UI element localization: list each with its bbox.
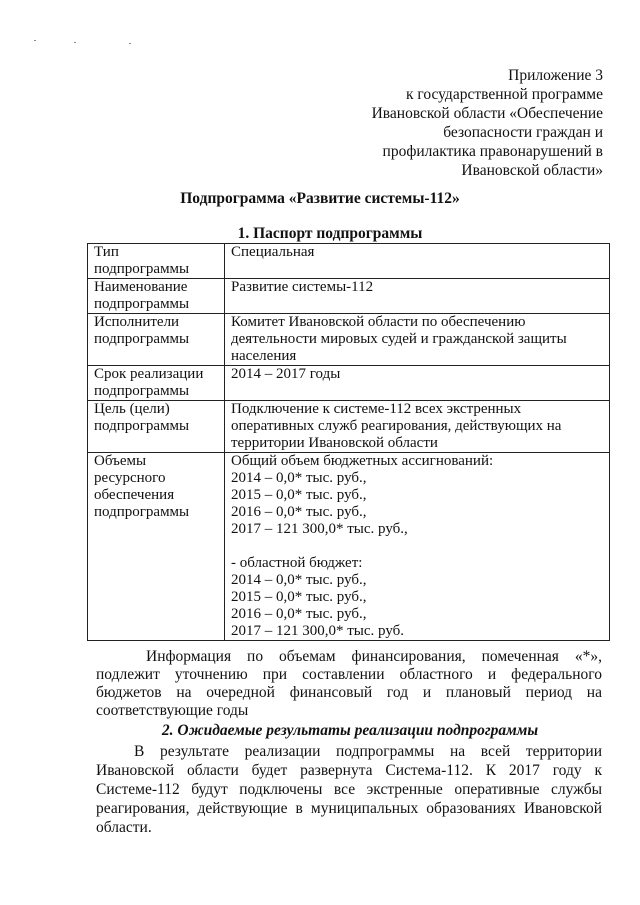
row-label-line: Объемы [94, 453, 147, 469]
row-value-line: Комитет Ивановской области по обеспечению [231, 314, 526, 330]
row-value-cell [225, 314, 610, 366]
row-value-line: Специальная [231, 244, 315, 260]
row-value-line: - областной бюджет: [231, 555, 363, 571]
row-value-cell [225, 244, 610, 279]
scan-artifact [34, 40, 184, 44]
header-line: профилактика правонарушений в [382, 143, 603, 160]
row-value-cell [225, 279, 610, 314]
row-value-line: 2015 – 0,0* тыс. руб., [231, 487, 367, 503]
row-label-cell [88, 314, 225, 366]
section-2-text: В результате реализации подпрограммы на всей территории Ивановской области будет развернута Система-112. К 2017 году к Системе-112 будут подключены все экстренные оперативные службы реагирования, действующие в муниципальных образованиях Ивановской области. [96, 743, 602, 836]
row-value-line: Подключение к системе-112 всех экстренных [231, 401, 522, 417]
row-value-line: населения [231, 348, 297, 364]
row-value-line: 2014 – 0,0* тыс. руб., [231, 572, 367, 588]
row-label-cell [88, 366, 225, 401]
row-label-line: Срок реализации [94, 366, 204, 382]
row-label-cell [88, 279, 225, 314]
row-label-line: обеспечения [94, 487, 175, 503]
row-value-line: 2016 – 0,0* тыс. руб., [231, 606, 367, 622]
header-line: безопасности граждан и [443, 124, 603, 141]
header-line: к государственной программе [405, 86, 603, 103]
table-row [88, 279, 610, 314]
table-row [88, 314, 610, 366]
document-title: Подпрограмма «Развитие системы-112» [180, 190, 460, 207]
row-label-line: Наименование [94, 279, 188, 295]
header-line: Приложение 3 [508, 67, 603, 84]
row-label-line: подпрограммы [94, 383, 190, 399]
row-value-line: Развитие системы-112 [231, 279, 374, 295]
section-2-title: 2. Ожидаемые результаты реализации подпрограммы [161, 722, 539, 739]
row-value-cell [225, 453, 610, 641]
table-title: 1. Паспорт подпрограммы [237, 225, 423, 242]
passport-table [87, 243, 610, 641]
row-value-line: деятельности мировых судей и гражданской защиты [231, 331, 567, 347]
table-row [88, 453, 610, 641]
row-label-line: ресурсного [94, 470, 166, 486]
row-value-cell [225, 366, 610, 401]
row-value-line: 2014 – 0,0* тыс. руб., [231, 470, 367, 486]
header-line: Ивановской области» [461, 162, 603, 179]
row-label-line: подпрограммы [94, 504, 190, 520]
row-value-line: 2016 – 0,0* тыс. руб., [231, 504, 367, 520]
row-label-line: подпрограммы [94, 418, 190, 434]
row-label-line: Тип [94, 244, 119, 260]
row-label-cell [88, 244, 225, 279]
row-value-line: Общий объем бюджетных ассигнований: [231, 453, 494, 469]
row-label-line: подпрограммы [94, 261, 190, 277]
row-label-line: Цель (цели) [94, 401, 170, 417]
row-label-line: подпрограммы [94, 296, 190, 312]
row-value-line: 2014 – 2017 годы [231, 366, 341, 382]
row-value-cell [225, 401, 610, 453]
row-value-line: 2015 – 0,0* тыс. руб., [231, 589, 367, 605]
row-label-line: Исполнители [94, 314, 180, 330]
appendix-header [372, 66, 603, 180]
row-value-line: 2017 – 121 300,0* тыс. руб. [231, 623, 405, 639]
row-label-cell [88, 401, 225, 453]
row-value-line: оперативных служб реагирования, действующих на [231, 418, 562, 434]
row-label-line: подпрограммы [94, 331, 190, 347]
row-value-line: территории Ивановской области [231, 435, 438, 451]
row-value-line: 2017 – 121 300,0* тыс. руб., [231, 521, 408, 537]
financing-note: Информация по объемам финансирования, помеченная «*», подлежит уточнению при составлении областного и федерального бюджетов на очередной финансовый год и плановый период на соответствующие годы [96, 648, 602, 719]
table-row [88, 401, 610, 453]
row-value-line [231, 538, 603, 555]
header-line: Ивановской области «Обеспечение [371, 105, 603, 122]
table-row [88, 366, 610, 401]
table-row [88, 244, 610, 279]
row-label-cell [88, 453, 225, 641]
